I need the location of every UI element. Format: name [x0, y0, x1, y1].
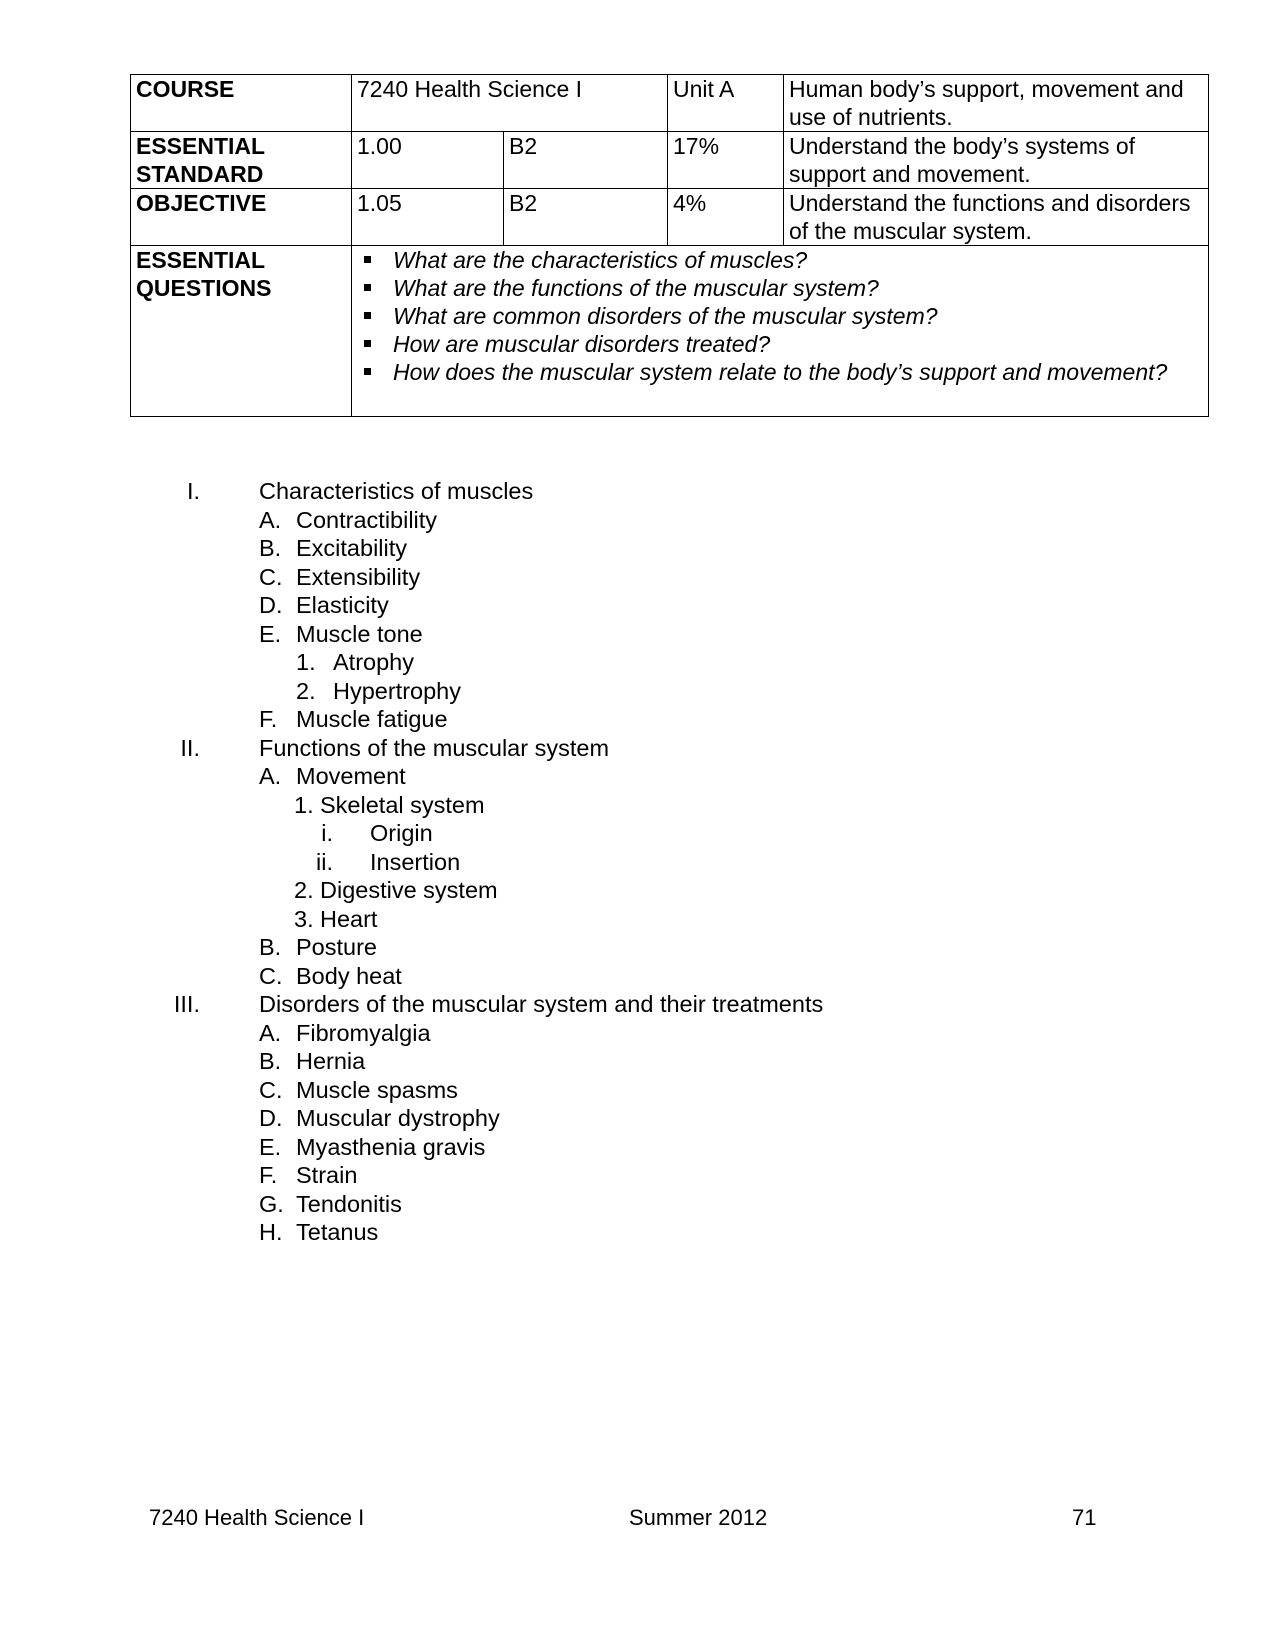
essential-questions-cell: [352, 246, 1209, 417]
outline-marker: D.: [259, 1105, 283, 1131]
question-item: [357, 274, 1203, 302]
square-bullet-icon: [364, 284, 371, 291]
outline-marker: B.: [259, 535, 282, 561]
outline-marker: H.: [259, 1219, 283, 1245]
essential-standard-row: [131, 132, 1209, 189]
outline-marker: 3.: [294, 905, 314, 932]
outline-item: [0, 990, 1275, 1019]
question-item: [357, 302, 1203, 330]
outline-item: [0, 933, 1275, 962]
outline-item: [0, 1019, 1275, 1048]
outline-item: [0, 734, 1275, 763]
outline-text: Posture: [296, 934, 377, 960]
objective-code: B2: [504, 189, 668, 246]
outline-text: Digestive system: [320, 877, 498, 903]
outline-item: [0, 705, 1275, 734]
outline-text: Atrophy: [333, 649, 414, 675]
outline-item: [0, 791, 1275, 820]
outline-text: Disorders of the muscular system and their treatments: [259, 991, 824, 1017]
outline-text: Skeletal system: [320, 791, 485, 818]
outline-item: [0, 876, 1275, 905]
outline-item: [0, 506, 1275, 535]
outline-marker: 1.: [296, 649, 316, 675]
outline-marker: I.: [186, 478, 200, 504]
outline-marker: 2.: [294, 877, 314, 903]
objective-description: Understand the functions and disorders of the muscular system.: [784, 189, 1209, 246]
question-text: How are muscular disorders treated?: [393, 331, 771, 357]
outline-item: [0, 648, 1275, 677]
outline-item: [0, 905, 1275, 934]
outline-text: Hernia: [296, 1048, 366, 1074]
essential-standard-percent: 17%: [668, 132, 784, 189]
essential-standard-description: Understand the body’s systems of support and movement.: [784, 132, 1209, 189]
course-label: COURSE: [131, 75, 352, 132]
outline-item: [0, 848, 1275, 877]
outline-marker: C.: [259, 962, 283, 989]
outline-item: [0, 819, 1275, 848]
outline-text: Tendonitis: [296, 1190, 402, 1217]
outline-text: Body heat: [296, 962, 402, 989]
essential-standard-number: 1.00: [352, 132, 504, 189]
outline-text: Characteristics of muscles: [259, 478, 534, 504]
outline-marker: II.: [180, 734, 200, 761]
question-text: What are the functions of the muscular system?: [393, 275, 879, 301]
outline-item: [0, 962, 1275, 991]
square-bullet-icon: [364, 256, 371, 263]
outline-text: Tetanus: [296, 1219, 379, 1245]
objective-label: OBJECTIVE: [131, 189, 352, 246]
outline-marker: B.: [259, 1048, 282, 1074]
outline-item: [0, 1161, 1275, 1190]
outline-item: [0, 1218, 1275, 1247]
course-description: Human body’s support, movement and use of nutrients.: [784, 75, 1209, 132]
course-info-table: [130, 74, 1209, 417]
outline-text: Extensibility: [296, 563, 421, 590]
objective-row: [131, 189, 1209, 246]
essential-questions-label: ESSENTIAL QUESTIONS: [131, 246, 352, 417]
outline-marker: A.: [259, 763, 282, 789]
essential-standard-code: B2: [504, 132, 668, 189]
content-outline: [0, 477, 1275, 1247]
outline-item: [0, 1133, 1275, 1162]
question-item: [357, 358, 1203, 386]
outline-text: Fibromyalgia: [296, 1019, 431, 1046]
objective-percent: 4%: [668, 189, 784, 246]
outline-item: [0, 762, 1275, 791]
outline-item: [0, 591, 1275, 620]
square-bullet-icon: [364, 312, 371, 319]
outline-marker: III.: [173, 991, 200, 1017]
outline-item: [0, 677, 1275, 706]
outline-marker: C.: [259, 1076, 283, 1103]
footer-page-number: 71: [1072, 1505, 1097, 1530]
outline-marker: B.: [259, 934, 282, 960]
course-row: [131, 75, 1209, 132]
question-text: What are common disorders of the muscular system?: [393, 303, 938, 329]
outline-marker: E.: [259, 620, 282, 647]
outline-marker: F.: [259, 1162, 278, 1188]
footer-course: 7240 Health Science I: [149, 1505, 365, 1530]
outline-text: Contractibility: [296, 506, 438, 533]
outline-text: Excitability: [296, 535, 408, 561]
outline-item: [0, 1190, 1275, 1219]
outline-marker: A.: [259, 506, 282, 533]
essential-questions-row: [131, 246, 1209, 417]
outline-marker: ii.: [316, 848, 333, 875]
outline-marker: i.: [321, 820, 333, 846]
square-bullet-icon: [364, 368, 371, 375]
outline-marker: 1.: [294, 791, 314, 818]
course-name: 7240 Health Science I: [352, 75, 668, 132]
question-item: [357, 330, 1203, 358]
question-item: [357, 246, 1203, 274]
outline-text: Insertion: [370, 848, 461, 875]
outline-marker: C.: [259, 563, 283, 590]
outline-marker: A.: [259, 1019, 282, 1046]
outline-marker: G.: [259, 1190, 284, 1217]
square-bullet-icon: [364, 340, 371, 347]
outline-text: Heart: [320, 905, 378, 932]
outline-item: [0, 1076, 1275, 1105]
outline-text: Muscle fatigue: [296, 706, 448, 732]
outline-text: Elasticity: [296, 592, 389, 618]
outline-item: [0, 620, 1275, 649]
outline-text: Muscular dystrophy: [296, 1105, 500, 1131]
outline-text: Myasthenia gravis: [296, 1133, 486, 1160]
outline-item: [0, 534, 1275, 563]
outline-text: Movement: [296, 763, 406, 789]
outline-text: Muscle spasms: [296, 1076, 458, 1103]
outline-text: Origin: [370, 820, 433, 846]
footer-term: Summer 2012: [629, 1505, 768, 1530]
outline-item: [0, 1104, 1275, 1133]
outline-text: Functions of the muscular system: [259, 734, 610, 761]
outline-marker: D.: [259, 592, 283, 618]
outline-marker: F.: [259, 706, 278, 732]
question-text: How does the muscular system relate to the body’s support and movement?: [393, 359, 1168, 385]
outline-item: [0, 1047, 1275, 1076]
essential-standard-label: ESSENTIAL STANDARD: [131, 132, 352, 189]
outline-item: [0, 477, 1275, 506]
essential-questions-list: [357, 246, 1203, 386]
question-text: What are the characteristics of muscles?: [393, 247, 808, 273]
outline-text: Hypertrophy: [333, 677, 461, 704]
objective-number: 1.05: [352, 189, 504, 246]
outline-marker: 2.: [296, 677, 316, 704]
outline-marker: E.: [259, 1133, 282, 1160]
outline-text: Strain: [296, 1162, 358, 1188]
outline-text: Muscle tone: [296, 620, 423, 647]
course-unit: Unit A: [668, 75, 784, 132]
outline-item: [0, 563, 1275, 592]
